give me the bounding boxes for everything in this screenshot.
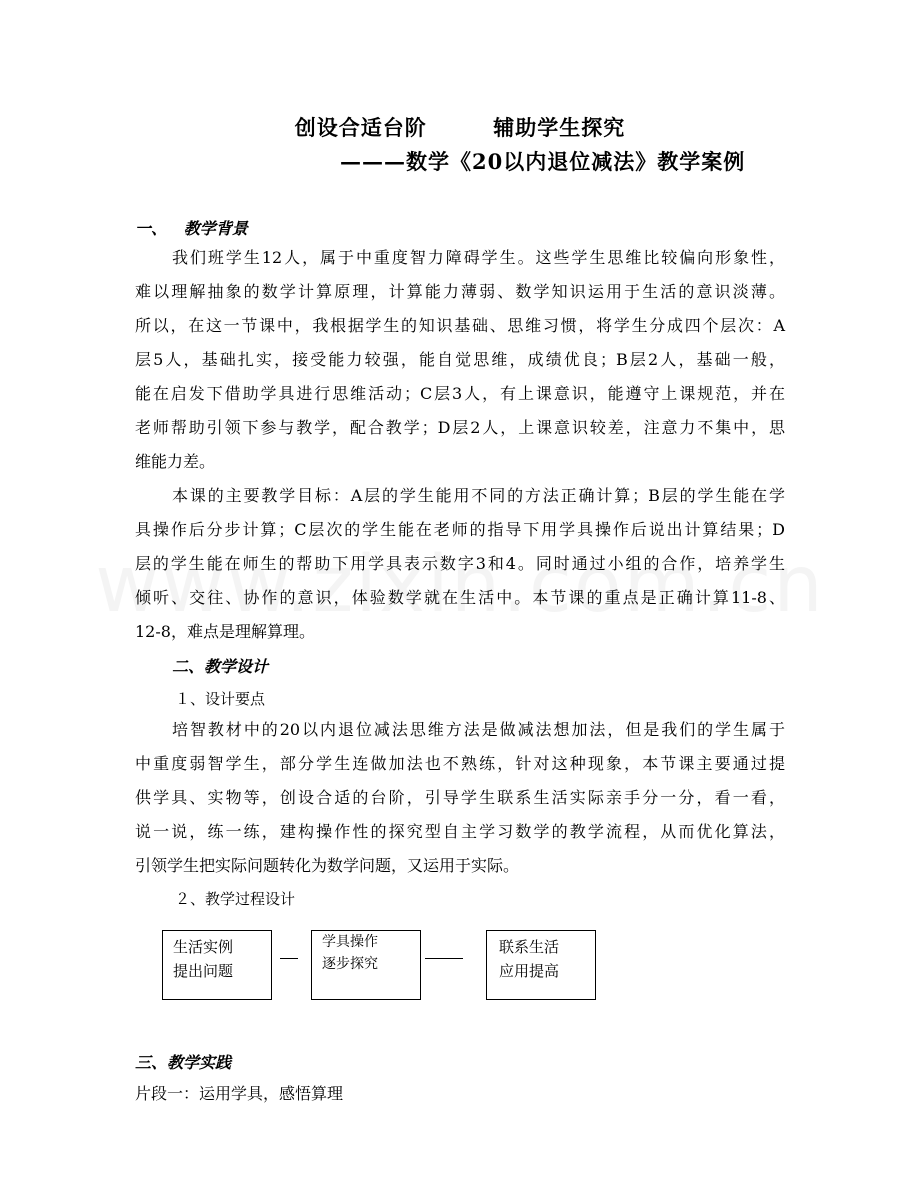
paragraph-line: 难以理解抽象的数学计算原理，计算能力薄弱、数学知识运用于生活的意识淡薄。 (135, 282, 785, 301)
document-title: 创设合适台阶 辅助学生探究 (294, 115, 626, 140)
section-heading-background: 一、 教学背景 (135, 219, 248, 238)
paragraph-line: 培智教材中的20以内退位减法思维方法是做减法想加法，但是我们的学生属于 (172, 720, 785, 739)
paragraph-line: 倾听、交往、协作的意识，体验数学就在生活中。本节课的重点是正确计算11-8、 (135, 588, 785, 607)
flow-box-text: 提出问题 (173, 962, 234, 980)
paragraph-line: 本课的主要教学目标：A层的学生能用不同的方法正确计算；B层的学生能在学 (172, 486, 785, 505)
paragraph-line: 12-8，难点是理解算理。 (135, 622, 315, 641)
flow-box-text: 学具操作 (322, 934, 378, 950)
paragraph-line: 具操作后分步计算；C层次的学生能在老师的指导下用学具操作后说出计算结果；D (135, 520, 785, 539)
fragment-title: 片段一：运用学具，感悟算理 (135, 1084, 344, 1103)
flow-box-tool-operation (311, 930, 421, 1000)
flow-box-text: 应用提高 (499, 962, 560, 980)
section-heading-practice: 三、教学实践 (135, 1053, 232, 1072)
paragraph-line: 我们班学生12人，属于中重度智力障碍学生。这些学生思维比较偏向形象性， (172, 248, 785, 267)
paragraph-line: 能在启发下借助学具进行思维活动；C层3人，有上课意识，能遵守上课规范，并在 (135, 384, 785, 403)
paragraph-line: 供学具、实物等，创设合适的台阶，引导学生联系生活实际亲手分一分，看一看， (135, 788, 785, 807)
flow-box-life-example (162, 930, 272, 1000)
document-subtitle: ———数学《20以内退位减法》教学案例 (340, 149, 746, 174)
paragraph-line: 层的学生能在师生的帮助下用学具表示数字3和4。同时通过小组的合作，培养学生 (135, 554, 785, 573)
section-heading-design: 二、教学设计 (172, 657, 269, 676)
flow-box-text: 联系生活 (499, 938, 560, 956)
flow-box-text: 逐步探究 (322, 956, 378, 972)
paragraph-line: 层5人，基础扎实，接受能力较强，能自觉思维，成绩优良；B层2人，基础一般， (135, 350, 785, 369)
paragraph-line: 所以，在这一节课中，我根据学生的知识基础、思维习惯，将学生分成四个层次：A (135, 316, 785, 335)
flow-connector (425, 958, 463, 959)
subheading-process-design: ２、教学过程设计 (175, 890, 296, 908)
paragraph-line: 中重度弱智学生，部分学生连做加法也不熟练，针对这种现象，本节课主要通过提 (135, 754, 785, 773)
flow-box-apply-life (486, 930, 596, 1000)
paragraph-line: 老师帮助引领下参与教学，配合教学；D层2人，上课意识较差，注意力不集中，思 (135, 418, 785, 437)
flow-box-text: 生活实例 (173, 938, 234, 956)
paragraph-line: 维能力差。 (135, 452, 216, 471)
paragraph-line: 引领学生把实际问题转化为数学问题，又运用于实际。 (135, 856, 520, 875)
paragraph-line: 说一说，练一练，建构操作性的探究型自主学习数学的教学流程，从而优化算法， (135, 822, 785, 841)
subheading-design-points: １、设计要点 (175, 690, 266, 708)
flow-connector (280, 958, 298, 959)
